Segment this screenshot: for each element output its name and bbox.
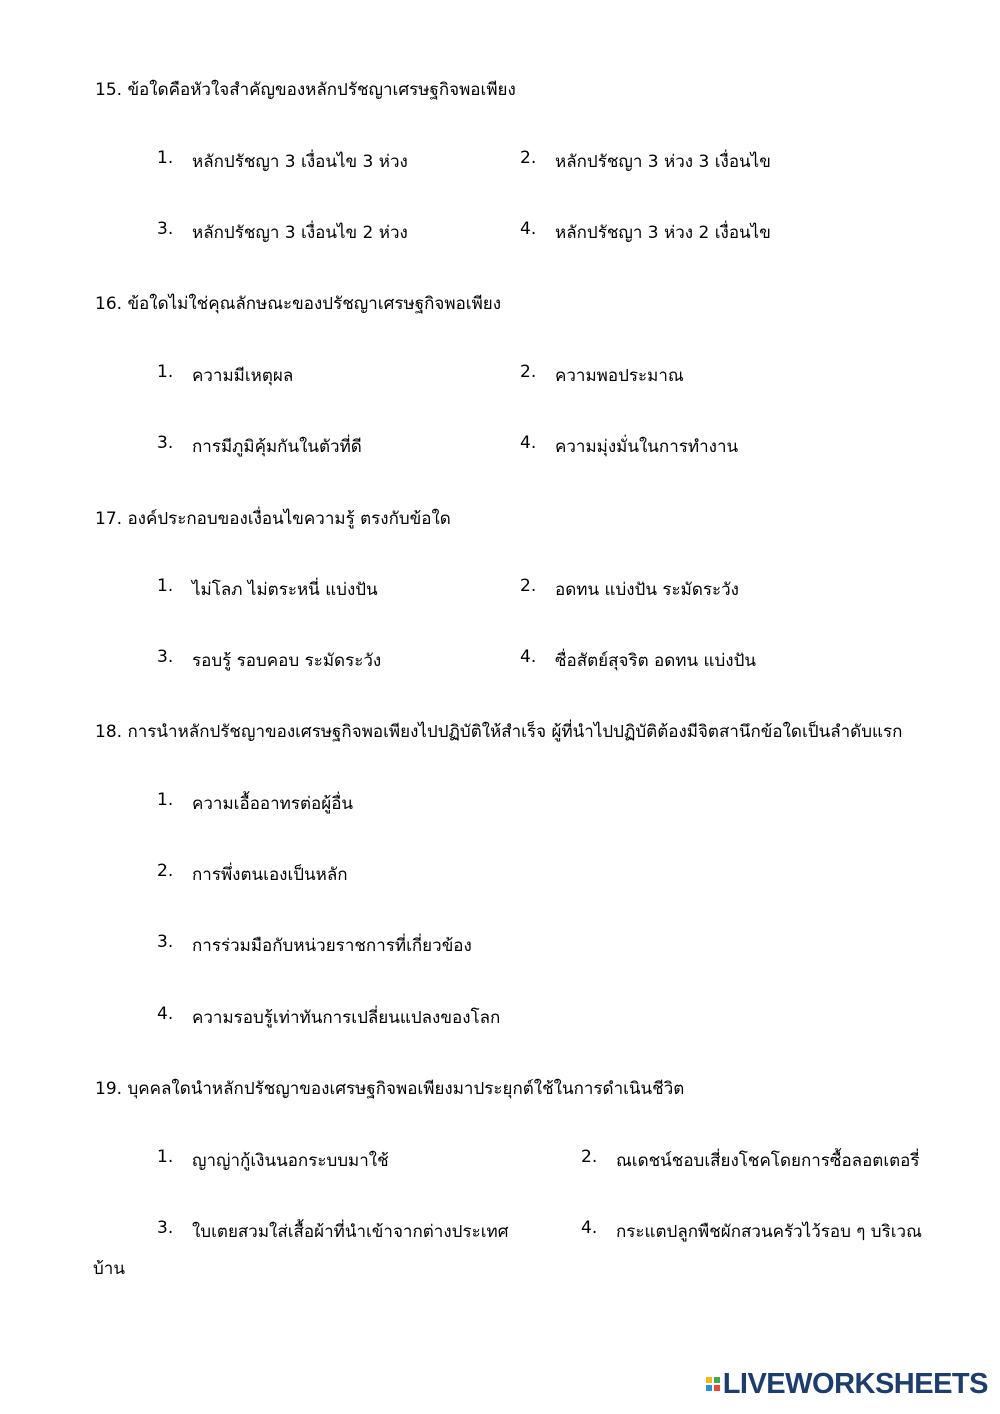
option-text: รอบรู้ รอบคอบ ระมัดระวัง [192,651,382,671]
option-text: อดทน แบ่งปัน ระมัดระวัง [555,580,739,600]
option-text: ความเอื้ออาทรต่อผู้อื่น [192,794,354,814]
question-18: 18. การนำหลักปรัชญาของเศรษฐกิจพอเพียงไปปฏิบัติให้สำเร็จ ผู้ที่นำไปปฏิบัติต้องมีจิตสานึกข้อใดเป็นลำดับแรก [95,722,903,742]
option-number: 1. [157,362,174,382]
option-number: 3. [157,219,174,239]
liveworksheets-logo [706,1367,988,1400]
option-text: หลักปรัชญา 3 เงื่อนไข 2 ห่วง [192,223,408,243]
option-text: ความมีเหตุผล [192,366,294,386]
option-text: ไม่โลภ ไม่ตระหนี่ แบ่งปัน [192,580,378,600]
option-text: ญาญ่ากู้เงินนอกระบบมาใช้ [192,1151,389,1171]
option-text: การพึ่งตนเองเป็นหลัก [192,865,348,885]
option-number: 2. [157,861,174,881]
option-text: การร่วมมือกับหน่วยราชการที่เกี่ยวข้อง [192,936,472,956]
option-number: 1. [157,576,174,596]
option-text: ซื่อสัตย์สุจริต อดทน แบ่งปัน [555,651,756,671]
option-text: กระแตปลูกพืชผักสวนครัวไว้รอบ ๆ บริเวณ [616,1222,922,1242]
question-16: 16. ข้อใดไม่ใช่คุณลักษณะของปรัชญาเศรษฐกิจพอเพียง [95,294,502,314]
option-text: หลักปรัชญา 3 ห่วง 2 เงื่อนไข [555,223,771,243]
logo-mark-icon [706,1377,720,1391]
option-number: 4. [581,1218,598,1238]
option-number: 3. [157,647,174,667]
option-number: 3. [157,1218,174,1238]
option-19-4-wrap: บ้าน [93,1259,125,1279]
option-number: 4. [520,433,537,453]
option-number: 1. [157,148,174,168]
option-text: ณเดชน์ชอบเสี่ยงโชคโดยการซื้อลอตเตอรี่ [616,1151,920,1171]
option-text: ความพอประมาณ [555,366,684,386]
option-number: 2. [581,1147,598,1167]
option-number: 4. [520,219,537,239]
logo-text: LIVEWORKSHEETS [722,1367,988,1400]
option-text: การมีภูมิคุ้มกันในตัวที่ดี [192,437,362,457]
option-number: 4. [520,647,537,667]
question-15: 15. ข้อใดคือหัวใจสำคัญของหลักปรัชญาเศรษฐกิจพอเพียง [95,80,516,100]
option-text: หลักปรัชญา 3 ห่วง 3 เงื่อนไข [555,152,771,172]
option-text: ใบเตยสวมใส่เสื้อผ้าที่นำเข้าจากต่างประเทศ [192,1222,509,1242]
option-text: ความมุ่งมั่นในการทำงาน [555,437,739,457]
option-number: 2. [520,362,537,382]
option-number: 2. [520,576,537,596]
option-number: 1. [157,790,174,810]
option-number: 3. [157,932,174,952]
option-text: ความรอบรู้เท่าทันการเปลี่ยนแปลงของโลก [192,1008,501,1028]
option-number: 1. [157,1147,174,1167]
option-number: 2. [520,148,537,168]
question-17: 17. องค์ประกอบของเงื่อนไขความรู้ ตรงกับข้อใด [95,509,451,529]
option-number: 3. [157,433,174,453]
question-19: 19. บุคคลใดนำหลักปรัชญาของเศรษฐกิจพอเพียงมาประยุกต์ใช้ในการดำเนินชีวิต [95,1079,685,1099]
option-number: 4. [157,1004,174,1024]
option-text: หลักปรัชญา 3 เงื่อนไข 3 ห่วง [192,152,408,172]
